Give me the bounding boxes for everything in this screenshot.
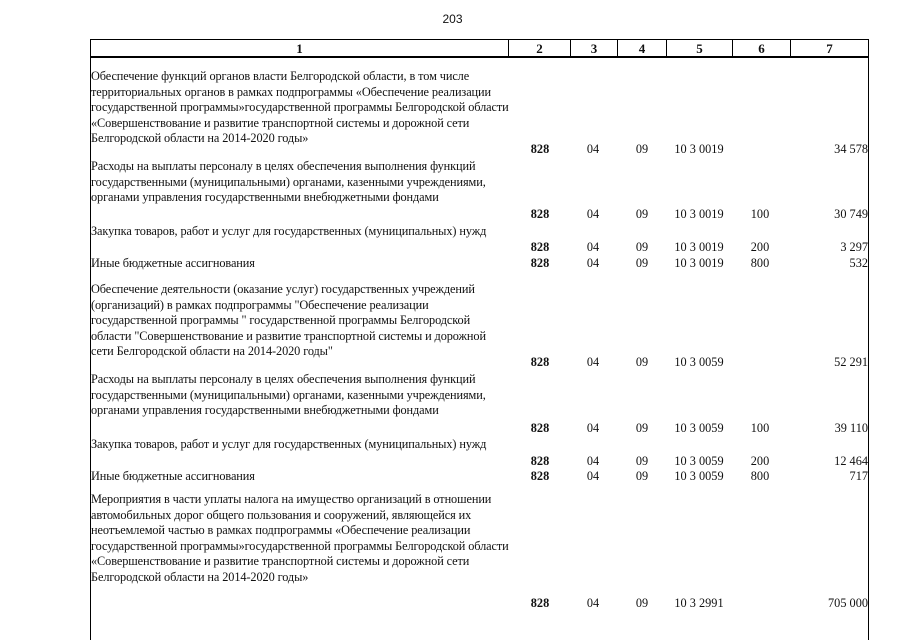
cell-col-4: 09 <box>635 596 649 610</box>
cell-col-2: 828 <box>530 454 550 468</box>
cell-col-3: 04 <box>586 421 600 435</box>
row-description: Расходы на выплаты персоналу в целях обеспечения выполнения функций государственными (муниципальными) органами, казенными учреждениями, органами управления государственными внебюджетными фондами <box>91 372 486 417</box>
cell-col-5: 10 3 0019 <box>674 240 724 254</box>
cell-col-6: 200 <box>750 240 770 254</box>
cell-col-7: 34 578 <box>834 142 868 156</box>
cell-col-7: 30 749 <box>834 207 868 221</box>
header-col-2: 2 <box>509 40 571 56</box>
row-description: Иные бюджетные ассигнования <box>91 256 255 270</box>
cell-col-2: 828 <box>530 207 550 221</box>
cell-col-2: 828 <box>530 469 550 483</box>
cell-col-2: 828 <box>530 240 550 254</box>
cell-col-5: 10 3 0059 <box>674 355 724 369</box>
cell-col-3: 04 <box>586 596 600 610</box>
table-header <box>90 39 869 58</box>
header-col-7: 7 <box>826 41 833 56</box>
cell-col-2: 828 <box>530 596 550 610</box>
header-col-6: 6 <box>733 40 791 56</box>
cell-col-7: 39 110 <box>834 421 868 435</box>
cell-col-3: 04 <box>586 454 600 468</box>
cell-col-4: 09 <box>635 207 649 221</box>
cell-col-5: 10 3 0059 <box>674 469 724 483</box>
header-col-3: 3 <box>571 40 618 56</box>
cell-col-4: 09 <box>635 355 649 369</box>
cell-col-4: 09 <box>635 240 649 254</box>
row-description: Мероприятия в части уплаты налога на имущество организаций в отношении автомобильных дорог общего пользования и сооружений, являющейся их неотъемлемой частью в рамках подпрограммы «Обеспечение реализации государственной программы»государственной программы Белгородской области «Совершенствование и развитие транспортной системы и дорожной сети Белгородской области на 2014-2020 годы» <box>91 492 509 584</box>
cell-col-4: 09 <box>635 256 649 270</box>
cell-col-3: 04 <box>586 207 600 221</box>
cell-col-6: 100 <box>750 207 770 221</box>
cell-col-4: 09 <box>635 142 649 156</box>
row-description: Закупка товаров, работ и услуг для государственных (муниципальных) нужд <box>91 224 487 238</box>
cell-col-7: 3 297 <box>840 240 868 254</box>
cell-col-7: 532 <box>849 256 868 270</box>
cell-col-6: 800 <box>750 469 770 483</box>
cell-col-3: 04 <box>586 142 600 156</box>
header-col-5: 5 <box>667 40 733 56</box>
cell-col-7: 705 000 <box>828 596 868 610</box>
cell-col-5: 10 3 0019 <box>674 142 724 156</box>
cell-col-5: 10 3 0059 <box>674 454 724 468</box>
cell-col-2: 828 <box>530 421 550 435</box>
cell-col-2: 828 <box>530 142 550 156</box>
cell-col-5: 10 3 2991 <box>674 596 724 610</box>
table-right-border <box>868 39 869 640</box>
cell-col-5: 10 3 0019 <box>674 207 724 221</box>
cell-col-4: 09 <box>635 469 649 483</box>
cell-col-3: 04 <box>586 355 600 369</box>
cell-col-4: 09 <box>635 421 649 435</box>
cell-col-7: 52 291 <box>834 355 868 369</box>
row-description: Закупка товаров, работ и услуг для государственных (муниципальных) нужд <box>91 437 487 451</box>
cell-col-6: 800 <box>750 256 770 270</box>
cell-col-2: 828 <box>530 355 550 369</box>
cell-col-3: 04 <box>586 240 600 254</box>
cell-col-3: 04 <box>586 469 600 483</box>
header-col-1: 1 <box>91 40 509 56</box>
cell-col-4: 09 <box>635 454 649 468</box>
cell-col-3: 04 <box>586 256 600 270</box>
row-description: Обеспечение деятельности (оказание услуг) государственных учреждений (организаций) в рамках подпрограммы "Обеспечение реализации государственной программы " государственной программы Белгородской области "Совершенствование и развитие транспортной системы и дорожной сети Белгородской области на 2014-2020 годы" <box>91 282 486 358</box>
row-description: Иные бюджетные ассигнования <box>91 469 255 483</box>
row-description: Расходы на выплаты персоналу в целях обеспечения выполнения функций государственными (муниципальными) органами, казенными учреждениями, органами управления государственными внебюджетными фондами <box>91 159 486 204</box>
page-number: 203 <box>442 12 463 26</box>
cell-col-6: 200 <box>750 454 770 468</box>
header-col-4: 4 <box>618 40 667 56</box>
cell-col-5: 10 3 0019 <box>674 256 724 270</box>
cell-col-5: 10 3 0059 <box>674 421 724 435</box>
cell-col-6: 100 <box>750 421 770 435</box>
row-description: Обеспечение функций органов власти Белгородской области, в том числе территориальных органов в рамках подпрограммы «Обеспечение реализации государственной программы»государственной программы Белгородской области «Совершенствование и развитие транспортной системы и дорожной сети Белгородской области на 2014-2020 годы» <box>91 69 509 145</box>
cell-col-2: 828 <box>530 256 550 270</box>
cell-col-7: 12 464 <box>834 454 868 468</box>
cell-col-7: 717 <box>849 469 868 483</box>
